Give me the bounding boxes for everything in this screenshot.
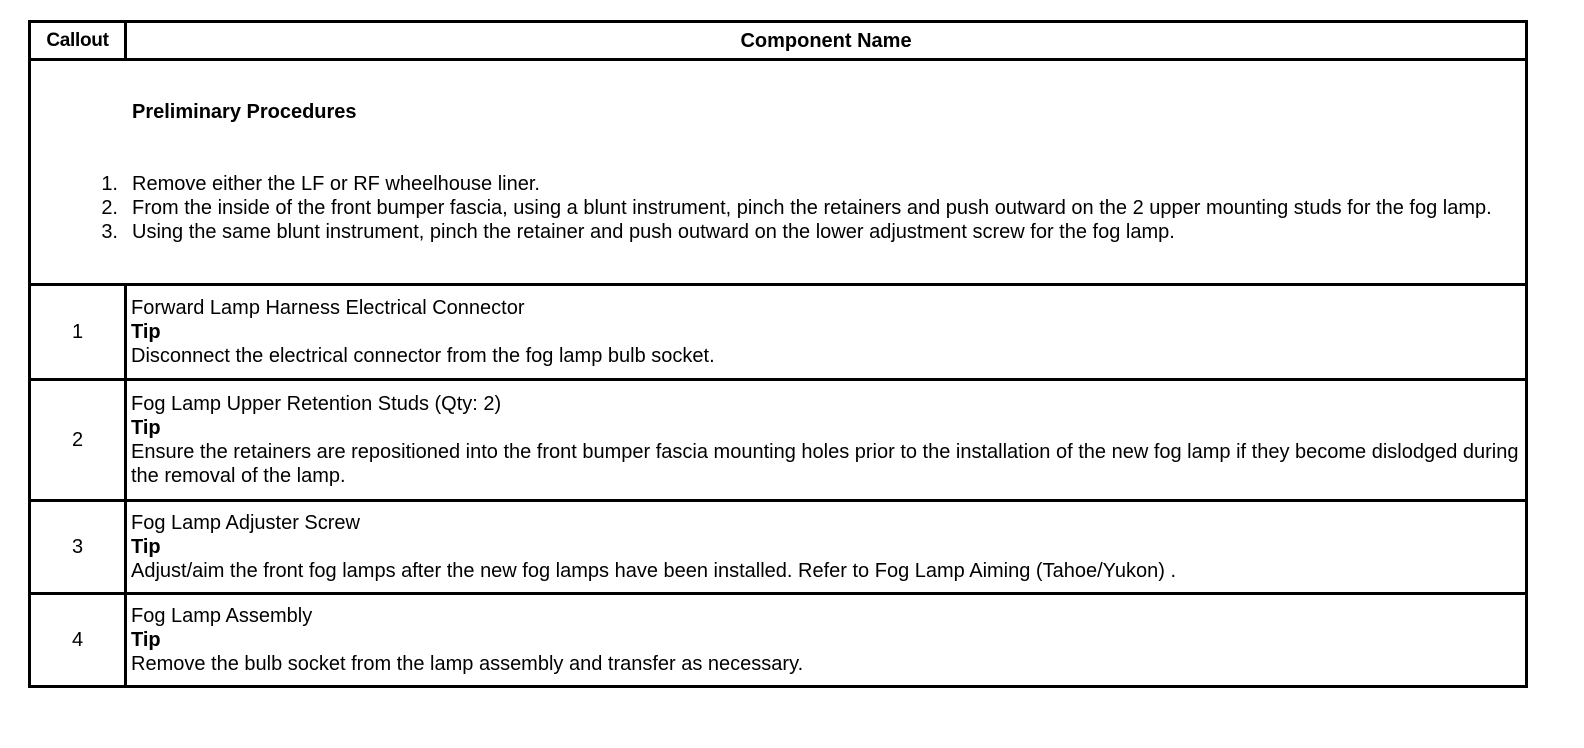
component-cell [126, 285, 1527, 380]
step-text: Remove either the LF or RF wheelhouse liner. [132, 173, 540, 195]
tip-label: Tip [131, 629, 161, 651]
preliminary-title: Preliminary Procedures [132, 101, 357, 123]
callout-number: 4 [30, 594, 126, 687]
procedure-table [28, 20, 1528, 688]
step-number: 2. [101, 197, 118, 219]
tip-text: Disconnect the electrical connector from the fog lamp bulb socket. [131, 345, 715, 367]
tip-text: Remove the bulb socket from the lamp assembly and transfer as necessary. [131, 653, 804, 675]
preliminary-step [101, 220, 1521, 244]
callout-header: Callout [30, 22, 126, 60]
preliminary-step [101, 196, 1521, 220]
component-cell [126, 380, 1527, 501]
tip-label: Tip [131, 321, 161, 343]
table-row [30, 380, 1527, 501]
table-row [30, 501, 1527, 594]
step-number: 1. [101, 173, 118, 195]
callout-number: 1 [30, 285, 126, 380]
header-row [30, 22, 1527, 60]
component-cell [126, 501, 1527, 594]
component-cell [126, 594, 1527, 687]
preliminary-steps [101, 172, 1521, 244]
table-row [30, 285, 1527, 380]
tip-label: Tip [131, 417, 161, 439]
table-row [30, 594, 1527, 687]
component-name: Fog Lamp Adjuster Screw [131, 512, 360, 534]
component-name: Forward Lamp Harness Electrical Connector [131, 297, 525, 319]
step-text: From the inside of the front bumper fascia, using a blunt instrument, pinch the retainers and push outward on the 2 upper mounting studs for the fog lamp. [132, 197, 1492, 219]
preliminary-row [30, 60, 1527, 285]
component-name: Fog Lamp Upper Retention Studs (Qty: 2) [131, 393, 502, 415]
tip-text: Ensure the retainers are repositioned into the front bumper fascia mounting holes prior to the installation of the new fog lamp if they become dislodged during the removal of the lamp. [131, 441, 1519, 487]
component-name: Fog Lamp Assembly [131, 605, 313, 627]
preliminary-cell [30, 60, 1527, 285]
step-text: Using the same blunt instrument, pinch the retainer and push outward on the lower adjustment screw for the fog lamp. [132, 221, 1175, 243]
component-name-header: Component Name [126, 22, 1527, 60]
tip-label: Tip [131, 536, 161, 558]
tip-text: Adjust/aim the front fog lamps after the new fog lamps have been installed. Refer to Fog Lamp Aiming (Tahoe/Yukon) . [131, 560, 1177, 582]
callout-number: 2 [30, 380, 126, 501]
callout-number: 3 [30, 501, 126, 594]
step-number: 3. [101, 221, 118, 243]
preliminary-step [101, 172, 1521, 196]
